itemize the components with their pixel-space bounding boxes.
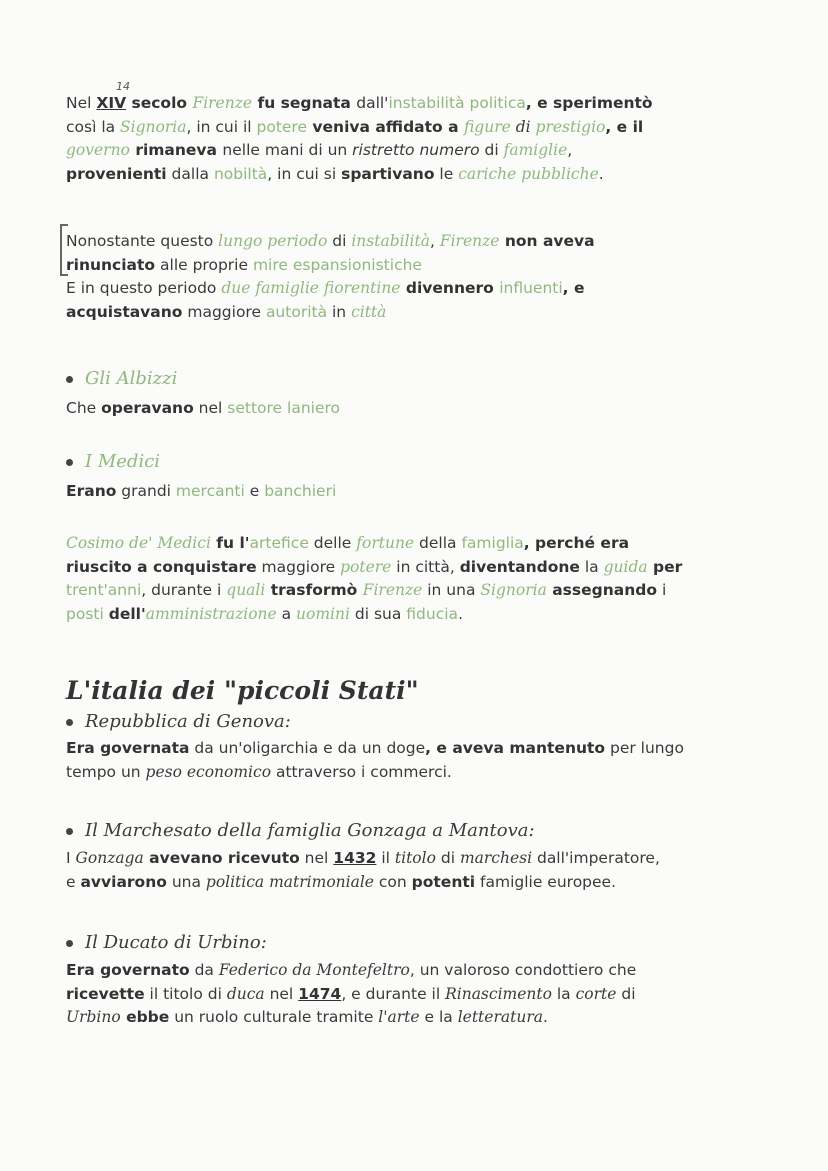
text-line: così la Signoria, in cui il potere veniva affidato a figure di prestigio, e il: [66, 117, 644, 136]
bullet-dot: [66, 376, 73, 383]
paragraph-medici: [66, 480, 766, 504]
paragraph-mantova: [66, 847, 766, 894]
paragraph-famiglie-fiorentine: [66, 230, 766, 324]
bullet-dot: [66, 940, 73, 947]
text-line: E in questo periodo due famiglie fiorentine divennero influenti, e: [66, 279, 585, 297]
text-line: Erano grandi mercanti e banchieri: [66, 482, 337, 500]
text-line: ricevette il titolo di duca nel 1474, e durante il Rinascimento la corte di: [66, 984, 636, 1003]
paragraph-firenze-signoria: [66, 92, 766, 186]
bullet-medici: I Medici: [66, 451, 160, 472]
bullet-dot: [66, 719, 73, 726]
paragraph-albizzi: [66, 397, 766, 421]
text-line: tempo un peso economico attraverso i commerci.: [66, 762, 452, 781]
paragraph-urbino: [66, 959, 766, 1030]
text-line: Era governata da un'oligarchia e da un doge, e aveva mantenuto per lungo: [66, 739, 684, 757]
text-line: Nonostante questo lungo periodo di instabilità, Firenze non aveva: [66, 232, 595, 250]
text-line: Cosimo de' Medici fu l'artefice delle fortune della famiglia, perché era: [66, 534, 630, 552]
text-line: Era governato da Federico da Montefeltro, un valoroso condottiero che: [66, 961, 637, 979]
text-line: governo rimaneva nelle mani di un ristretto numero di famiglie,: [66, 141, 573, 159]
paragraph-genova: [66, 737, 766, 784]
text-line: acquistavano maggiore autorità in città: [66, 302, 387, 321]
text-line: Urbino ebbe un ruolo culturale tramite l'arte e la letteratura.: [66, 1008, 548, 1026]
bullet-albizzi: Gli Albizzi: [66, 368, 177, 389]
text-line: provenienti dalla nobiltà, in cui si spartivano le cariche pubbliche.: [66, 164, 604, 183]
bullet-urbino: Il Ducato di Urbino:: [66, 932, 267, 953]
text-line: Che operavano nel settore laniero: [66, 399, 340, 417]
paragraph-cosimo: [66, 532, 766, 626]
text-line: Nel XIV secolo Firenze fu segnata dall'instabilità politica, e sperimentò: [66, 94, 653, 112]
text-line: rinunciato alle proprie mire espansionistiche: [66, 255, 422, 274]
bullet-genova: Repubblica di Genova:: [66, 711, 291, 732]
text-line: posti dell'amministrazione a uomini di sua fiducia.: [66, 604, 463, 623]
section-heading: L'italia dei "piccoli Stati": [66, 676, 419, 705]
handwritten-note: 14: [116, 80, 130, 93]
bullet-mantova: Il Marchesato della famiglia Gonzaga a Mantova:: [66, 820, 535, 841]
text-line: riuscito a conquistare maggiore potere in città, diventandone la guida per: [66, 557, 683, 576]
bullet-dot: [66, 459, 73, 466]
text-line: e avviarono una politica matrimoniale con potenti famiglie europee.: [66, 872, 617, 891]
bullet-dot: [66, 828, 73, 835]
text-line: trent'anni, durante i quali trasformò Firenze in una Signoria assegnando i: [66, 581, 667, 599]
text-line: I Gonzaga avevano ricevuto nel 1432 il titolo di marchesi dall'imperatore,: [66, 849, 660, 867]
